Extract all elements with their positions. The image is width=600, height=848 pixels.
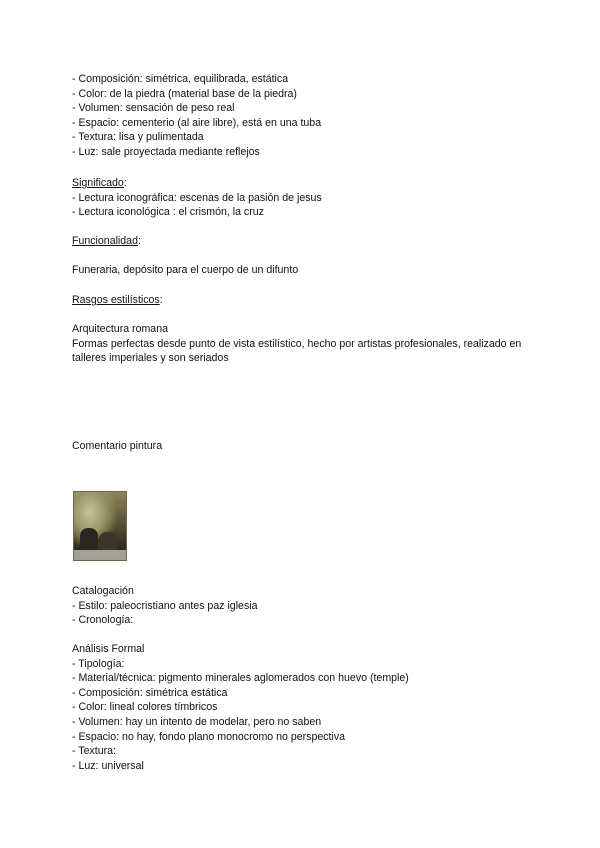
catalogacion-heading: Catalogación [72,585,134,597]
list-item: - Luz: sale proyectada mediante reflejos [72,145,260,158]
analisis-heading: Análisis Formal [72,643,145,655]
list-item: - Cronología: [72,614,134,627]
list-item: - Lectura iconológica : el crismón, la cruz [72,206,264,219]
heading-colon: : [123,177,127,189]
list-item: - Textura: [72,745,116,758]
list-item: - Luz: universal [72,759,144,772]
rasgos-text-block [72,322,542,366]
analisis-formal-section [72,642,542,773]
list-item: - Espacio: cementerio (al aire libre), está en una tuba [72,116,322,129]
heading-colon: : [159,294,163,306]
floor-shape [74,550,126,560]
list-item: - Color: lineal colores tímbricos [72,701,218,714]
funcionalidad-text-block [72,263,542,278]
painting-image [73,491,127,561]
list-item: - Estilo: paleocristiano antes paz iglesia [72,599,258,612]
list-item: - Material/técnica: pigmento minerales aglomerados con huevo (temple) [72,672,409,685]
heading-colon: : [137,235,141,247]
section-heading [72,176,542,191]
list-item: - Textura: lisa y pulimentada [72,131,204,144]
comentario-block [72,439,542,454]
rasgos-heading-block [72,293,542,308]
funcionalidad-text: Funeraria, depósito para el cuerpo de un difunto [72,264,299,276]
list-item: - Lectura iconográfica: escenas de la pasión de jesus [72,191,322,204]
rasgos-heading: Rasgos estilísticos [72,294,160,306]
list-item: - Composición: simétrica, equilibrada, estática [72,73,289,85]
catalogacion-section [72,584,542,628]
list-item: - Color: de la piedra (material base de la piedra) [72,87,297,100]
funcionalidad-heading: Funcionalidad [72,235,138,247]
comentario-title: Comentario pintura [72,440,163,452]
figure-shape [80,528,98,550]
formal-analysis-list [72,72,542,160]
section-heading [72,293,542,308]
list-item: - Tipología: [72,657,125,670]
figure-shape [98,532,118,550]
rasgos-line1: Arquitectura romana [72,323,168,335]
list-item: - Volumen: hay un intento de modelar, pero no saben [72,715,322,728]
significado-section [72,176,542,220]
funcionalidad-heading-block [72,234,542,249]
list-item: - Espacio: no hay, fondo plano monocromo no perspectiva [72,730,346,743]
list-item: - Composición: simétrica estática [72,686,228,699]
section-heading [72,234,542,249]
list-item: - Volumen: sensación de peso real [72,102,235,115]
significado-heading: Significado [72,177,124,189]
rasgos-line2: Formas perfectas desde punto de vista estilístico, hecho por artistas profesionales, realizado en talleres imperiales y son seriados [72,337,522,365]
